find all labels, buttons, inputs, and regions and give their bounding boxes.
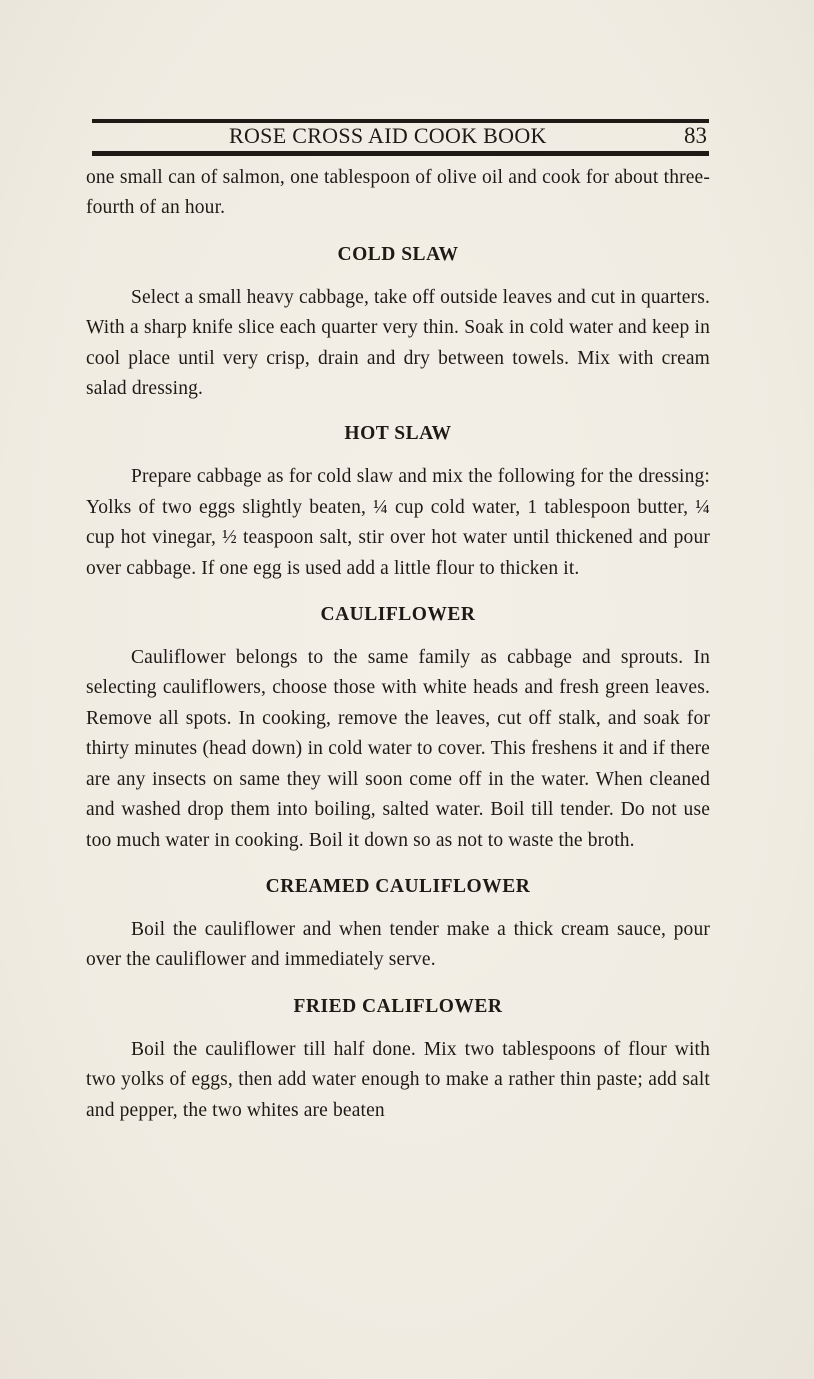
paragraph-cold-slaw: Select a small heavy cabbage, take off outside leaves and cut in quarters. With a sharp knife slice each quarter very thin. Soak in cold water and keep in cool place until very crisp, drain and dry between towels. Mix with cream salad dressing.	[86, 286, 710, 400]
heading-cauliflower: CAULIFLOWER	[320, 604, 476, 626]
heading-fried-califlower: FRIED CALIFLOWER	[293, 995, 503, 1017]
page-body	[86, 163, 710, 1126]
heading-creamed-cauliflower: CREAMED CAULIFLOWER	[265, 875, 531, 897]
paragraph-fried-califlower: Boil the cauliflower till half done. Mix two tablespoons of flour with two yolks of eggs, then add water enough to make a rather thin paste; add salt and pepper, the two whites are beaten	[86, 1038, 710, 1121]
heading-cold-slaw: COLD SLAW	[337, 243, 459, 265]
paragraph-hot-slaw: Prepare cabbage as for cold slaw and mix the following for the dressing: Yolks of two eggs slightly beaten, ¼ cup cold water, 1 tablespoon butter, ¼ cup hot vinegar, ½ teaspoon salt, stir over hot water until thickened and pour over cabbage. If one egg is used add a little flour to thicken it.	[86, 466, 710, 579]
paragraph-creamed-cauliflower: Boil the cauliflower and when tender make a thick cream sauce, pour over the cauliflower and immediately serve.	[86, 918, 710, 971]
running-header	[92, 122, 709, 150]
header-bottom-rule	[92, 151, 709, 156]
paragraph-cauliflower: Cauliflower belongs to the same family as cabbage and sprouts. In selecting cauliflowers, choose those with white heads and fresh green leaves. Remove all spots. In cooking, remove the leaves, cut off stalk, and soak for thirty minutes (head down) in cold water to cover. This freshens it and if there are any insects on same they will soon come off in the water. When cleaned and washed drop them into boiling, salted water. Boil till tender. Do not use too much water in cooking. Boil it down so as not to waste the broth.	[86, 647, 710, 851]
running-title: ROSE CROSS AID COOK BOOK	[229, 123, 547, 148]
heading-hot-slaw: HOT SLAW	[344, 423, 452, 445]
page-number: 83	[684, 123, 707, 148]
continued-paragraph: one small can of salmon, one tablespoon of olive oil and cook for about three-fourth of an hour.	[86, 167, 710, 219]
